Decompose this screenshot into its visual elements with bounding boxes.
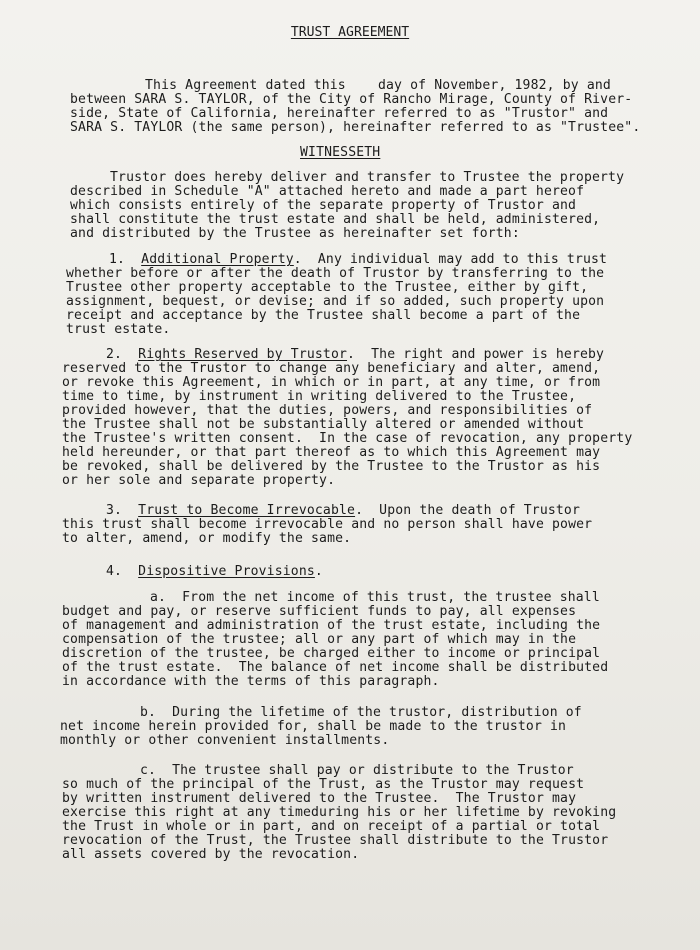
- paragraph-a-line: discretion of the trustee, be charged either to income or principal: [62, 646, 601, 661]
- intro-line: SARA S. TAYLOR (the same person), hereinafter referred to as "Trustee".: [70, 120, 641, 135]
- witness-line: shall constitute the trust estate and shall be held, administered,: [70, 212, 601, 227]
- section-2-line: provided however, that the duties, powers, and responsibilities of: [62, 403, 593, 418]
- paragraph-c-line: exercise this right at any timeduring his or her lifetime by revoking: [62, 805, 617, 820]
- paragraph-c-line: the Trust in whole or in part, and on receipt of a partial or total: [62, 819, 601, 834]
- section-1-first-text: . Any individual may add to this trust: [293, 252, 608, 267]
- section-2-line: reserved to the Trustor to change any beneficiary and alter, amend,: [62, 361, 601, 376]
- paragraph-c-line: c. The trustee shall pay or distribute to the Trustor: [140, 763, 574, 778]
- paragraph-c-line: so much of the principal of the Trust, as the Trustor may request: [62, 777, 585, 792]
- section-2-number: 2.: [106, 347, 123, 362]
- section-1-heading: Additional Property: [141, 252, 294, 267]
- witness-line: and distributed by the Trustee as hereinafter set forth:: [70, 226, 520, 241]
- witness-line: Trustor does hereby deliver and transfer to Trustee the property: [110, 170, 625, 185]
- section-2-line: or her sole and separate property.: [62, 473, 336, 488]
- section-2-line: or revoke this Agreement, in which or in part, at any time, or from: [62, 375, 601, 390]
- section-3-first-text: . Upon the death of Trustor: [355, 503, 580, 518]
- section-4-number: 4.: [106, 564, 123, 579]
- section-3-line: this trust shall become irrevocable and no person shall have power: [62, 517, 593, 532]
- section-3-line: to alter, amend, or modify the same.: [62, 531, 352, 546]
- section-2-line: the Trustee's written consent. In the case of revocation, any property: [62, 431, 633, 446]
- intro-line: between SARA S. TAYLOR, of the City of Rancho Mirage, County of River-: [70, 92, 633, 107]
- section-3-number: 3.: [106, 503, 123, 518]
- section-4-heading: Dispositive Provisions: [138, 564, 315, 579]
- section-2-line: held hereunder, or that part thereof as to which this Agreement may: [62, 445, 601, 460]
- paragraph-a-line: compensation of the trustee; all or any part of which may in the: [62, 632, 577, 647]
- intro-line: This Agreement dated this day of November, 1982, by and: [145, 78, 611, 93]
- paragraph-b-line: monthly or other convenient installments.: [60, 733, 390, 748]
- paragraph-a-line: in accordance with the terms of this paragraph.: [62, 674, 440, 689]
- section-2-line: be revoked, shall be delivered by the Trustee to the Trustor as his: [62, 459, 601, 474]
- section-2-line: time to time, by instrument in writing delivered to the Trustee,: [62, 389, 577, 404]
- section-4-first-text: .: [314, 564, 323, 579]
- document-title: TRUST AGREEMENT: [290, 25, 410, 40]
- paragraph-c-line: all assets covered by the revocation.: [62, 847, 360, 862]
- paragraph-a-line: a. From the net income of this trust, the trustee shall: [150, 590, 600, 605]
- paragraph-c-line: revocation of the Trust, the Trustee shall distribute to the Trustor: [62, 833, 609, 848]
- paragraph-a-line: of the trust estate. The balance of net income shall be distributed: [62, 660, 609, 675]
- section-1-line: receipt and acceptance by the Trustee shall become a part of the: [66, 308, 581, 323]
- section-4-first-line: [106, 565, 323, 579]
- section-2-heading: Rights Reserved by Trustor: [138, 347, 348, 362]
- section-2-first-text: . The right and power is hereby: [347, 347, 605, 362]
- section-2-line: the Trustee shall not be substantially altered or amended without: [62, 417, 585, 432]
- witness-line: described in Schedule "A" attached hereto and made a part hereof: [70, 184, 585, 199]
- section-1-line: trust estate.: [66, 322, 171, 337]
- section-3-heading: Trust to Become Irrevocable: [138, 503, 356, 518]
- section-1-line: whether before or after the death of Trustor by transferring to the: [66, 266, 605, 281]
- witness-line: which consists entirely of the separate property of Trustor and: [70, 198, 577, 213]
- paragraph-a-line: budget and pay, or reserve sufficient funds to pay, all expenses: [62, 604, 577, 619]
- intro-line: side, State of California, hereinafter referred to as "Trustor" and: [70, 106, 609, 121]
- witnesseth-heading: WITNESSETH: [300, 145, 381, 160]
- paragraph-a-line: of management and administration of the trust estate, including the: [62, 618, 601, 633]
- paragraph-b-line: net income herein provided for, shall be made to the trustor in: [60, 719, 567, 734]
- section-1-line: Trustee other property acceptable to the Trustee, either by gift,: [66, 280, 589, 295]
- paragraph-c-line: by written instrument delivered to the Trustee. The Trustor may: [62, 791, 577, 806]
- paragraph-b-line: b. During the lifetime of the trustor, distribution of: [140, 705, 582, 720]
- section-1-number: 1.: [109, 252, 126, 267]
- section-1-line: assignment, bequest, or devise; and if so added, such property upon: [66, 294, 605, 309]
